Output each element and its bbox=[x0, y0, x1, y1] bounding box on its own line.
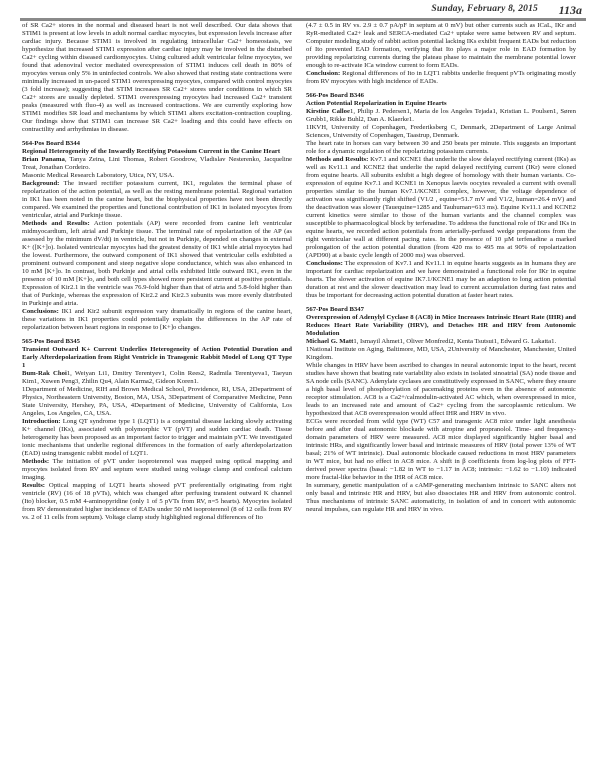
methods-text: Kv7.1 and KCNE1 that underlie the slow delayed rectifying current (IKs) as well as Kv11.1 and KCNE2 that underlie the rapid delayed rectifying current (IKr) were cloned from equine hearts. All subunits exhibit a high degree of homology with their human variants. Co-expression of equine Kv7.1 and KCNE1 in Xenopus laevis oocytes revealed a current with overall properties similar to the human Kv7.1/KCNE1 complex, however, the voltage dependence of activation was significantly right shifted (V1/2 , equine=51.7 mV and V1/2, human=26.4 mV) and the deactivation was slower (Tauequine=1285 and Tauhuman=613 ms). Equine Kv11.1 and KCNE2 current kinetics were similar to those of the human variants and the channel complex was susceptible to pharmacological block by terfenadine. To address the functional role of IKr and IKs in equine hearts, we recorded action potentials from arterially-perfused wedge preparations from the right ventricular wall at different pacing rates. In the presence of 10 µM terfenadine a marked prolongation of the action potential duration (from 420 ms to 495 ms at 90% of repolarization (APD90) at a basic cycle length of 2000 ms) was observed. bbox=[306, 156, 576, 259]
abstract-566-title: Action Potential Repolarization in Equine Hearts bbox=[306, 100, 447, 107]
continued-abstract-565-conclusion bbox=[306, 70, 576, 86]
abstract-564-background bbox=[22, 180, 292, 220]
background-label: Background: bbox=[22, 180, 60, 187]
abstract-567-title: Overexpression of Adenylyl Cyclase 8 (AC8) in Mice Increases Intrinsic Heart Rate (IHR) and Reduces Heart Rate Variability (HRV), and Detaches HR and HRV from Autonomic Modulation bbox=[306, 314, 576, 337]
introduction-label: Introduction: bbox=[22, 418, 61, 425]
abstract-566-methods bbox=[306, 156, 576, 260]
abstract-565-authors bbox=[22, 370, 292, 386]
header-rule bbox=[20, 18, 586, 21]
abstract-567-coauthors: 1, Ismayil Ahmet1, Oliver Monfredi2, Kenta Tsutsui1, Edward G. Lakatta1. bbox=[353, 338, 557, 345]
continued-abstract-565-text: (4.7 ± 0.5 in RV vs. 2.9 ± 0.7 pA/pF in septum at 0 mV) but other currents such as ICaL, IKr and RyR-mediated Ca2+ leak and SERCA-mediated Ca2+ uptake were same between RV and septum. Computer modeling study of rabbit action potential lacking IKs exhibit frequent EADs but reduction of Ito prevented EAD formation, verifying that Ito plays a major role in EAD formation by providing repolarizing currents during the plateau phase to maintain the membrane potential lower enough to re-activate ICa window current to form EADs. bbox=[306, 22, 576, 69]
introduction-text: Long QT syndrome type 1 (LQT1) is a congenital disease lacking slowly activating K+ channel (IKs), associated with polymorphic VT (pVT) and sudden cardiac death. Tissue heterogeneity has been proposed as an important factor to trigger and maintain pVT. We investigated ionic mechanisms that underlie regional differences in the formation of early afterdepolarization (EAD) using transgenic rabbit model of LQT1. bbox=[22, 418, 292, 457]
abstract-565-title: Transient Outward K+ Current Underlies Heterogeneity of Action Potential Duration and Early Afterdepolarization from Right Ventricle in Transgenic Rabbit Model of Long QT Type 1 bbox=[22, 346, 292, 369]
abstract-564-conclusions bbox=[22, 308, 292, 332]
abstract-564-affiliation: Masonic Medical Research Laboratory, Utica, NY, USA. bbox=[22, 172, 175, 179]
abstract-564-lead-author: Brian Panama bbox=[22, 156, 65, 163]
methods-text: The initiation of pVT under isoproterenol was mapped using optical mapping and myocytes isolated from RV and septum were studied using voltage clamp and confocal calcium imaging. bbox=[22, 458, 292, 481]
methods-label: Methods and Results: bbox=[22, 220, 90, 227]
abstract-567-number: 567-Pos Board B347 bbox=[306, 306, 364, 313]
abstract-564-coauthors: , Tanya Zeina, Lini Thomas, Robert Goodrow, Vladislav Nesterenko, Jacqueline Treat, Jonathan Cordeiro. bbox=[22, 156, 292, 171]
methods-text: Action potentials (AP) were recorded from canine left ventricular midmyocardium, left atrial and Purkinje tissue. The terminal rate of repolarization of the AP (as assessed by the minimum dV/dt) in ventricle, but not in Purkinje, depended on changes in external K+ ([K+]o). Isolated ventricular myocytes had the greatest density of IK1 while atrial myocytes had the lowest. Furthermore, the outward component of IK1 showed that ventricular cells exhibited a prominent outward component and steep negative slope conductance, which was also enhanced in 10 mM [K+]o. In contrast, both Purkinje and atrial cells exhibited little outward IK1, even in the presence of 10 mM [K+]o, and both cell types showed more persistent current at positive potentials. Expression of Kir2.1 in the ventricle was 76.9-fold higher than that of atria and 5.8-fold higher than that of Purkinje, whereas the expression of Kir2.2 and Kir2.3 subunits was more evenly distributed in Purkinje and atria. bbox=[22, 220, 292, 307]
abstract-565-results bbox=[22, 482, 292, 522]
results-label: Results: bbox=[22, 482, 46, 489]
abstract-567-authors bbox=[306, 338, 576, 346]
conclusions-text: IK1 and Kir2 subunit expression vary dramatically in regions of the canine heart, these variations in IK1 properties could potentially explain the differences in the AP rate of repolarization between heart regions in response to [K+]o changes. bbox=[22, 308, 292, 331]
right-column bbox=[306, 22, 576, 774]
abstract-566-coauthors: 1, Philip J. Pedersen1, Maria de los Angeles Tejada1, Kristian L. Poulsen1, Søren Grubb1, Rikke Buhl2, Dan A. Klaerke1. bbox=[306, 108, 576, 123]
results-text: Optical mapping of LQT1 hearts showed pVT preferentially originating from right ventricle (RV) (16 of 18 pVTs), which was changed after perfusing transient outward K channel (Ito) blocker, 0.5 mM 4-aminopyridine (only 1 of 5 pVTs from RV, n=5 hearts). Myocytes isolated from RV demonstrated higher incidence of EADs under 50 nM isoproterenol (8 of 12 cells from RV vs. 2 of 11 cells from septum). Voltage clamp study highlighted regional differences of Ito bbox=[22, 482, 292, 521]
conclusion-text: Regional differences of Ito in LQT1 rabbits underlie frequent pVTs originating mostly from RV myocytes with high incidence of EADs. bbox=[306, 70, 576, 85]
abstract-567-lead-author: Michael G. Matt bbox=[306, 338, 354, 345]
conclusions-label: Conclusions: bbox=[22, 308, 59, 315]
conclusion-label: Conclusion: bbox=[306, 70, 341, 77]
abstract-564-number: 564-Pos Board B344 bbox=[22, 140, 80, 147]
abstract-565-introduction bbox=[22, 418, 292, 458]
left-column bbox=[22, 22, 292, 774]
abstract-567-body-summary: In summary, genetic manipulation of a cAMP-generating mechanism intrinsic to SANC alters not only basal and intrinsic HR and HRV, but also dissociates HR and HRV from autonomic control. Thus mechanisms of intrinsic SANC automaticity, in isolation of and in concert with autonomic neural impulses, can regulate HR and HRV in vivo. bbox=[306, 482, 576, 513]
abstract-566-body: The heart rate in horses can vary between 30 and 250 beats per minute. This suggests an important role for a dynamic regulation of the repolarizing potassium currents. bbox=[306, 140, 576, 155]
abstract-565-affiliation: 1Department of Medicine, RIH and Brown Medical School, Providence, RI, USA, 2Department of Physics, Northeastern University, Boston, MA, USA, 3Department of Comparative Medicine, Penn State University, Hershey, PA, USA, 4Department of Medicine, University of California, Los Angeles, Los Angeles, CA, USA. bbox=[22, 386, 292, 417]
abstract-567-body: While changes in HRV have been ascribed to changes in neural autonomic input to the heart, recent studies have shown that beating rate variability also exists in isolated sinoatrial (SA) node tissue and SA node cells (SANC). Adenylate cyclases are constitutively expressed in SANC, where they ensure a high basal level of phosphorylation of pacemaking proteins even in the absence of autonomic receptor stimulation. AC8 is a Ca2+/calmodulin-activated AC which, when overexpressed in mice, leads to an increased rate and amount of Ca2+ cycling from the sarcoplasmic reticulum. We hypothesized that AC8 overexpression would affect IHR and HRV in vivo. bbox=[306, 362, 576, 417]
conclusions-label: Conclusions: bbox=[306, 260, 343, 267]
abstract-566-authors bbox=[306, 108, 576, 124]
abstract-565-number: 565-Pos Board B345 bbox=[22, 338, 80, 345]
abstract-566-conclusions bbox=[306, 260, 576, 300]
methods-label: Methods: bbox=[22, 458, 50, 465]
abstract-567-body-results: ECGs were recorded from wild type (WT) C57 and transgenic AC8 mice under light anesthesia before and after dual autonomic blockade with atropine and propranolol. Time- and frequency-domain parameters of HRV were measured. AC8 mice displayed significantly higher basal and intrinsic HRs, and significantly lower basal and intrinsic measures of HRV (total power 13% of WT basal; 21% of WT intrinsic). Dual autonomic blockade caused reductions in most HRV parameters in WT mice, but had no effect in AC8 mice. A shift in β coefficients from log-log plots of FFT-derived power spectra (basal: −1.82 in WT to −1.17 in AC8; intrinsic: −1.62 to −1.10) indicated more fractal-like behavior in the IHR of AC8 mice. bbox=[306, 418, 576, 481]
header-page-number: 113a bbox=[558, 3, 582, 17]
continued-abstract-text: of SR Ca2+ stores in the normal and diseased heart is not well described. Our data shows that STIM1 is present at low levels in adult normal cardiac myocytes, but expression levels increase after cardiac injury. Because STIM1 is involved in regulating intracellular Ca2+ homeostasis, we hypothesize that increased STIM1 expression after cardiac injury may be involved in the disturbed Ca2+ cycling within diseased cardiomyocytes. Using cultured adult ventricular feline myocytes, we found that adenoviral vector mediated overexpression of STIM1 induces cell death in 80% of myocytes versus only 5% in uninfected controls. We also showed that resting state contractions were minimally increased in un-paced STIM1 overexpressing myocytes, compared with control myocytes (3 fold increase); suggesting that STIM increases SR Ca2+ stores under conditions in which SR Ca2+ stores are usually depleted. STIM1 overexpressing myocytes had increased Ca2+ transient peaks (measured with fluo-4) as well as increased contractions. We are currently exploring how STIM1 modifies SR load and mechanisms by which STIM1 alters excitation-contraction coupling. Our findings show that STIM1 can increase SR Ca2+ loading and this could have effects on contractility and arrhythmias in disease. bbox=[22, 22, 292, 133]
abstract-567-affiliation: 1National Institute on Aging, Baltimore, MD, USA, 2University of Manchester, Manchester, United Kingdom. bbox=[306, 346, 576, 361]
abstract-566-affiliation: 1IKVH, University of Copenhagen, Frederiksberg C, Denmark, 2Department of Large Animal Sciences, University of Copenhagen, Taastrup, Denmark. bbox=[306, 124, 576, 139]
page-header bbox=[0, 4, 600, 18]
abstract-564-methods bbox=[22, 220, 292, 308]
conclusions-text: The expression of Kv7.1 and Kv11.1 in equine hearts suggests as in humans they are important for cardiac repolarization and we have demonstrated a functional role for IKr in equine hearts. The slower activation of equine IK7.1/KCNE1 may be an adaption to long action potential duration at rest and the slower deactivation may lead to current accumulation during fast rates and thus be important for decreasing action potential duration at faster heart rates. bbox=[306, 260, 576, 299]
abstract-566-number: 566-Pos Board B346 bbox=[306, 92, 364, 99]
header-date: Sunday, February 8, 2015 bbox=[431, 4, 538, 14]
methods-label: Methods and Results: bbox=[306, 156, 369, 163]
abstract-565-lead-author: Bum-Rak Choi bbox=[22, 370, 67, 377]
background-text: The inward rectifier potassium current, IK1, regulates the terminal phase of repolarization of the action potential, as well as the resting membrane potential. Regional variation in IK1 has been noted in the canine heart, but the biophysical properties have not been directly compared. We examined the properties and functional contribution of IK1 in isolated myocytes from ventricular, atrial and Purkinje tissue. bbox=[22, 180, 292, 219]
abstract-564-authors bbox=[22, 156, 292, 172]
abstract-565-methods bbox=[22, 458, 292, 482]
abstract-565-coauthors: 1, Weiyan Li1, Dmitry Terentyev1, Colin Rees2, Radmila Terentyeva1, Taeyun Kim1, Xuwen Peng3, Zhilin Qu4, Alain Karma2, Gideon Koren1. bbox=[22, 370, 292, 385]
abstract-566-lead-author: Kirstine Calloe bbox=[306, 108, 350, 115]
abstract-564-title: Regional Heterogeneity of the Inwardly Rectifying Potassium Current in the Canine Heart bbox=[22, 148, 281, 155]
